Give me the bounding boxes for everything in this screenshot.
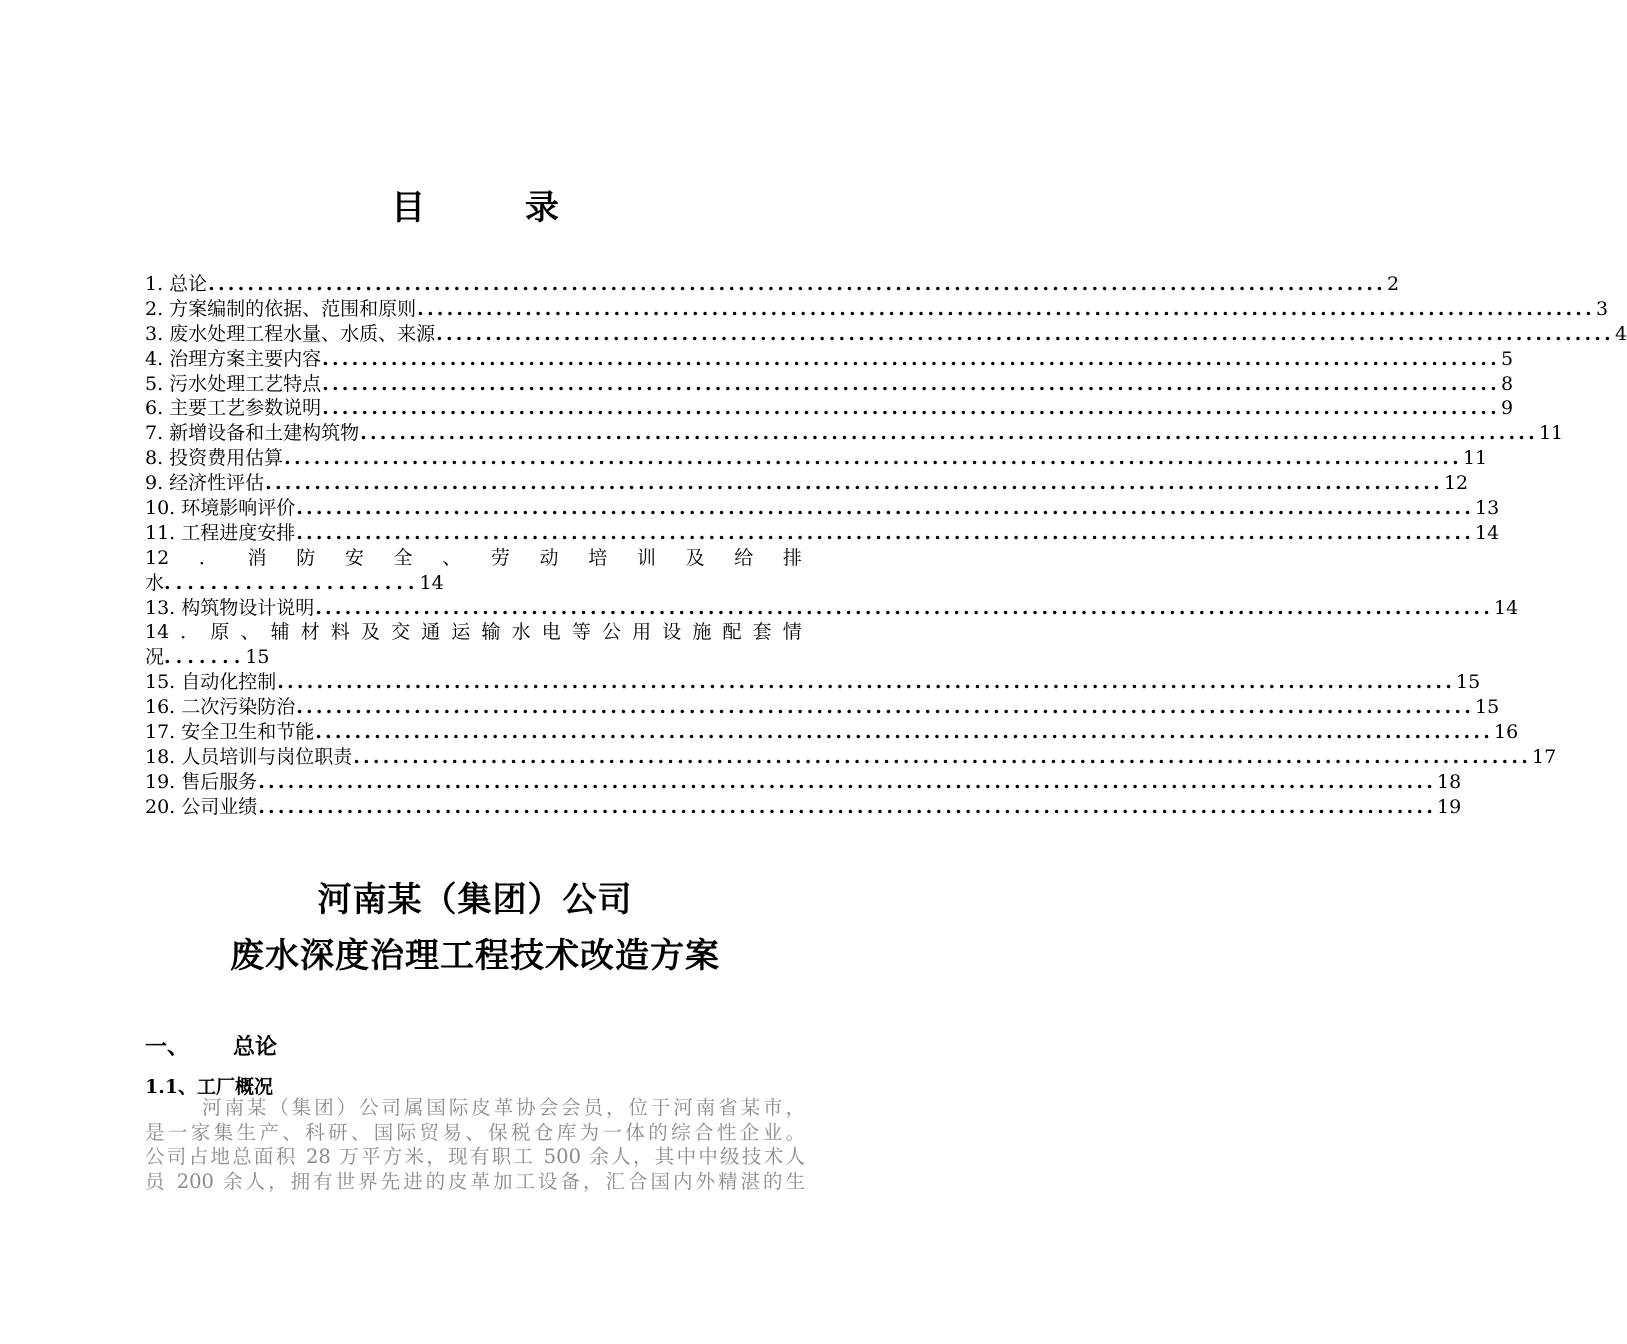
toc-label-tail: 况 (145, 646, 165, 669)
toc-char: 情 (782, 621, 802, 644)
toc-number: 15. (145, 671, 176, 694)
toc-entry[interactable] (145, 471, 1469, 496)
toc-entry[interactable] (145, 396, 1514, 421)
toc-label: 主要工艺参数说明 (169, 397, 322, 420)
body-line: 河南某（集团）公司属国际皮革协会会员，位于河南省某市， (202, 1096, 805, 1119)
toc-entry[interactable] (145, 720, 1519, 745)
toc-label-tail: 水 (145, 571, 165, 594)
toc-label: 新增设备和土建构筑物 (169, 422, 360, 445)
toc-number: 13. (145, 596, 176, 619)
toc-char: 、 (442, 546, 462, 569)
toc-label: 工程进度安排 (181, 521, 296, 544)
toc-char: 输 (481, 621, 501, 644)
toc-number: 11. (145, 521, 176, 544)
toc-leader: ........................................................................................................................ (258, 770, 1437, 793)
toc-leader: ........................................................................................................................ (322, 372, 1500, 395)
toc-leader: ........................................................................................................................ (296, 521, 1475, 544)
toc-char: 14 (145, 621, 170, 644)
toc-label: 投资费用估算 (169, 447, 284, 470)
toc-entry[interactable] (145, 770, 1462, 795)
toc-char: 料 (330, 621, 350, 644)
toc-char: 用 (632, 621, 652, 644)
toc-label: 公司业绩 (181, 795, 258, 818)
toc-entry[interactable] (145, 272, 1400, 297)
toc-number: 7. (145, 422, 164, 445)
toc-char: 防 (296, 546, 316, 569)
toc-char: 训 (636, 546, 656, 569)
toc-char: 材 (300, 621, 320, 644)
toc-label: 售后服务 (181, 770, 258, 793)
toc-number: 3. (145, 322, 164, 345)
toc-entry[interactable] (145, 745, 1557, 770)
toc-page: 16 (1494, 721, 1519, 744)
toc-entry[interactable] (145, 795, 1462, 820)
toc-label: 污水处理工艺特点 (169, 372, 322, 395)
toc-char: 全 (393, 546, 413, 569)
toc-leader: ........................................................................................................................ (315, 596, 1494, 619)
toc-leader: ........................................................................................................................ (208, 273, 1386, 295)
toc-number: 6. (145, 397, 164, 420)
toc-page: 19 (1437, 795, 1462, 818)
toc-entry[interactable] (145, 347, 1514, 372)
toc-label: 方案编制的依据、范围和原则 (169, 297, 417, 320)
toc-label: 环境影响评价 (181, 497, 296, 520)
toc-number: 10. (145, 497, 176, 520)
toc-number: 20. (145, 795, 176, 818)
toc-leader: ........................................................................................................................ (417, 297, 1595, 320)
toc-entry-wrapped-line1[interactable] (145, 546, 802, 571)
toc-leader: ........................................................................................................................ (296, 497, 1475, 520)
toc-label: 自动化控制 (181, 671, 277, 694)
toc-page: 9 (1500, 397, 1514, 420)
toc-char: 运 (451, 621, 471, 644)
toc-char: 12 (145, 546, 170, 569)
body-line: 公司占地总面积 28 万平方米，现有职工 500 余人，其中中级技术人 (145, 1145, 805, 1168)
toc-entry[interactable] (145, 372, 1514, 397)
toc-page: 15 (1456, 671, 1481, 694)
section-heading (145, 1030, 277, 1061)
toc-char: 通 (421, 621, 441, 644)
toc-page: 18 (1437, 770, 1462, 793)
toc-label: 总论 (169, 273, 208, 295)
toc-leader: ........................................................................................................................ (296, 696, 1475, 719)
toc-entry[interactable] (145, 695, 1500, 720)
toc-char: 、 (240, 621, 260, 644)
document-title-line1: 河南某（集团）公司 (317, 880, 633, 920)
toc-char: 劳 (490, 546, 510, 569)
toc-page: 14 (419, 571, 444, 594)
body-line: 是一家集生产、科研、国际贸易、保税仓库为一体的综合性企业。 (145, 1120, 805, 1144)
toc-char: 消 (247, 546, 267, 569)
toc-char: 交 (391, 621, 411, 644)
toc-number: 8. (145, 447, 164, 470)
toc-char: 排 (782, 546, 802, 569)
toc-char: 公 (602, 621, 622, 644)
toc-page: 15 (1475, 696, 1500, 719)
toc-char: 给 (734, 546, 754, 569)
toc-page: 4 (1614, 322, 1627, 345)
toc-char: 配 (722, 621, 742, 644)
toc-entry[interactable] (145, 596, 1519, 621)
toc-leader: ........................................................................................................................ (436, 322, 1614, 345)
toc-page: 11 (1462, 447, 1488, 470)
toc-label: 构筑物设计说明 (181, 596, 315, 619)
toc-leader: ........................................................................................................................ (284, 447, 1462, 470)
toc-page: 14 (1494, 596, 1519, 619)
toc-entry[interactable] (145, 496, 1500, 521)
document-title-line2: 废水深度治理工程技术改造方案 (230, 936, 720, 976)
toc-char: 动 (539, 546, 559, 569)
toc-entry[interactable] (145, 421, 1564, 446)
toc-entry[interactable] (145, 521, 1500, 546)
toc-char: 设 (662, 621, 682, 644)
toc-page: 13 (1475, 497, 1500, 520)
toc-label: 治理方案主要内容 (169, 347, 322, 370)
toc-entry[interactable] (145, 322, 1627, 347)
toc-page: 15 (245, 646, 270, 669)
toc-char: 等 (571, 621, 591, 644)
toc-page: 8 (1500, 372, 1514, 395)
toc-label: 经济性评估 (169, 472, 265, 495)
toc-number: 18. (145, 745, 176, 768)
toc-number: 19. (145, 770, 176, 793)
toc-entry-wrapped-line1[interactable] (145, 620, 802, 645)
toc-char: 培 (588, 546, 608, 569)
toc-entry[interactable] (145, 297, 1609, 322)
toc-label: 安全卫生和节能 (181, 721, 315, 744)
toc-leader: ........................................................................................................................ (265, 472, 1443, 495)
body-line: 员 200 余人，拥有世界先进的皮革加工设备，汇合国内外精湛的生 (145, 1169, 805, 1193)
toc-leader: ........................................................................................................................ (277, 671, 1456, 694)
toc-page: 5 (1500, 347, 1514, 370)
toc-char: 安 (344, 546, 364, 569)
toc-number: 17. (145, 721, 176, 744)
toc-leader: ........................................................................................................................ (322, 347, 1500, 370)
toc-page: 14 (1475, 521, 1500, 544)
toc-char: 及 (685, 546, 705, 569)
section-label: 总论 (233, 1034, 278, 1060)
toc-label: 二次污染防治 (181, 696, 296, 719)
section-number: 一、 (145, 1034, 190, 1060)
toc-entry[interactable] (145, 446, 1488, 471)
toc-leader: ........................................................................................................................ (315, 721, 1494, 744)
toc-number: 16. (145, 696, 176, 719)
toc-title: 目 录 (391, 188, 603, 228)
toc-number: 4. (145, 347, 164, 370)
toc-char: ． (198, 546, 218, 569)
toc-leader: ........................................................................................................................ (322, 397, 1500, 420)
toc-page: 2 (1386, 273, 1400, 295)
toc-char: 辅 (270, 621, 290, 644)
toc-number: 5. (145, 372, 164, 395)
toc-entry[interactable] (145, 670, 1481, 695)
toc-char: 原 (210, 621, 230, 644)
toc-char: 套 (752, 621, 772, 644)
toc-leader: ....... (164, 646, 246, 669)
toc-page: 3 (1595, 297, 1609, 320)
toc-page: 11 (1538, 422, 1564, 445)
toc-label: 废水处理工程水量、水质、来源 (169, 322, 436, 345)
toc-page: 12 (1443, 472, 1469, 495)
body-paragraph (145, 1096, 805, 1194)
toc-char: 及 (361, 621, 381, 644)
toc-number: 2. (145, 297, 164, 320)
toc-entry-wrapped-line2[interactable] (145, 571, 802, 596)
toc-entry-wrapped-line2[interactable] (145, 645, 802, 670)
toc-char: 电 (541, 621, 561, 644)
toc-leader: ........................................................................................................................ (360, 422, 1538, 445)
toc-page: 17 (1532, 745, 1557, 768)
toc-leader: ........................................................................................................................ (258, 795, 1437, 818)
toc-char: ． (180, 621, 200, 644)
toc-leader: ...................... (164, 571, 420, 594)
toc-number: 9. (145, 472, 164, 495)
table-of-contents (145, 272, 1627, 820)
toc-label: 人员培训与岗位职责 (181, 745, 353, 768)
toc-number: 1. (145, 273, 164, 295)
toc-leader: ........................................................................................................................ (353, 745, 1532, 768)
toc-char: 施 (692, 621, 712, 644)
subsection-heading: 1.1、工厂概况 (145, 1076, 274, 1098)
toc-char: 水 (511, 621, 531, 644)
